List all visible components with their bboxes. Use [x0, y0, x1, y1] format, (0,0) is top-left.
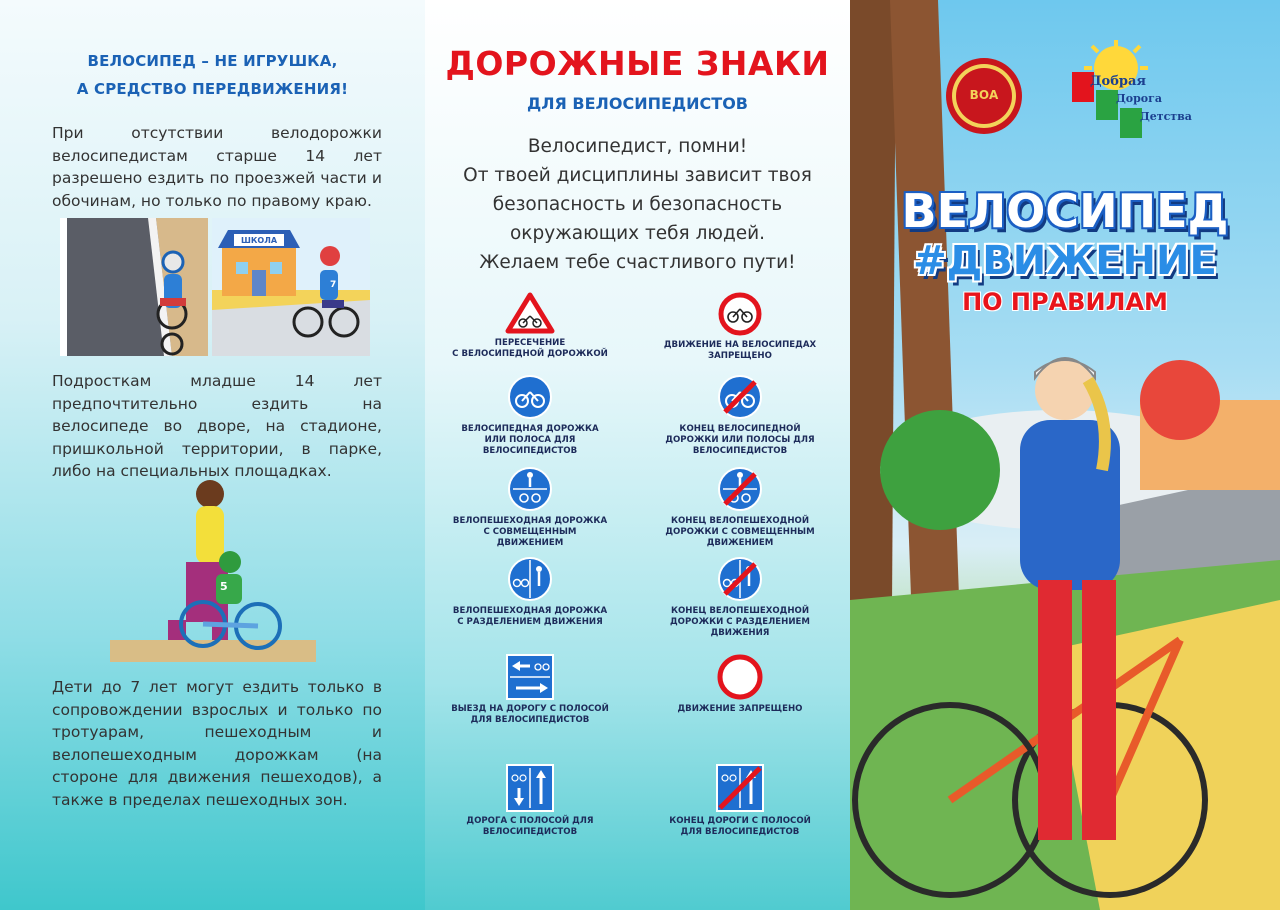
middle-panel — [425, 0, 850, 910]
sign-caption: ДВИЖЕНИЕМ — [496, 538, 564, 548]
paragraph-teens: Подросткам младше 14 лет предпочтительно ездить на велосипеде во дворе, на стадионе, пришкольной территории, в парке, либо на специальных площадках. — [52, 372, 382, 480]
sign-caption: ДОРОЖКИ С СОВМЕЩЕННЫМ — [665, 527, 815, 537]
sign-caption: С РАЗДЕЛЕНИЕМ ДВИЖЕНИЯ — [457, 617, 603, 627]
warning-triangle-bike-icon — [505, 292, 555, 334]
end-separated-path-icon — [717, 556, 763, 602]
message-line: Велосипедист, помни! — [527, 136, 748, 157]
sign-caption: ЗАПРЕЩЕНО — [708, 351, 772, 361]
sign-caption: КОНЕЦ ВЕЛОПЕШЕХОДНОЙ — [670, 606, 810, 616]
sign-caption: КОНЕЦ ВЕЛОСИПЕДНОЙ — [679, 424, 801, 434]
cover-panel — [850, 0, 1280, 910]
sign-caption: ИЛИ ПОЛОСА ДЛЯ — [484, 435, 576, 445]
message-line: Желаем тебе счастливого пути! — [479, 252, 796, 273]
sign-caption: ДОРОЖКИ ИЛИ ПОЛОСЫ ДЛЯ — [665, 435, 815, 445]
sign-road-exit-bike-lane — [435, 654, 625, 726]
sign-caption: ДЛЯ ВЕЛОСИПЕДИСТОВ — [470, 715, 590, 725]
sign-caption: ВЕЛОСИПЕДИСТОВ — [482, 446, 578, 456]
sign-caption: ДВИЖЕНИЕМ — [706, 538, 774, 548]
road-signs-subtitle: ДЛЯ ВЕЛОСИПЕДИСТОВ — [527, 94, 748, 113]
road-exit-bike-lane-icon — [506, 654, 554, 700]
sign-no-bicycles — [645, 292, 835, 362]
sign-caption: ВЕЛОСИПЕДНАЯ ДОРОЖКА — [461, 424, 599, 434]
sign-caption: ДВИЖЕНИЯ — [710, 628, 770, 638]
sign-caption: С СОВМЕЩЕННЫМ — [483, 527, 577, 537]
separated-path-icon — [507, 556, 553, 602]
sign-caption: ДЛЯ ВЕЛОСИПЕДИСТОВ — [680, 827, 800, 837]
sign-caption: ДВИЖЕНИЕ ЗАПРЕЩЕНО — [677, 704, 803, 714]
sign-caption: КОНЕЦ ДОРОГИ С ПОЛОСОЙ — [669, 816, 811, 826]
parent-child-illustration — [108, 474, 318, 664]
logo-word-doroga: Дорога — [1116, 92, 1163, 105]
sign-end-shared-path — [645, 466, 835, 549]
end-bike-lane-icon — [717, 374, 763, 420]
sign-caption: ВЫЕЗД НА ДОРОГУ С ПОЛОСОЙ — [451, 704, 609, 714]
cover-title-line2: #ДВИЖЕНИЕ — [913, 238, 1217, 284]
bike-lane-icon — [507, 374, 553, 420]
message-line: От твоей дисциплины зависит твоя — [463, 165, 812, 186]
sign-caption: С ВЕЛОСИПЕДНОЙ ДОРОЖКОЙ — [452, 349, 608, 359]
sign-end-road-with-bike-lane — [645, 764, 835, 838]
cyclist-message — [447, 132, 828, 277]
logo-word-detstva: Детства — [1140, 110, 1192, 123]
sign-caption: ВЕЛОПЕШЕХОДНАЯ ДОРОЖКА — [452, 516, 608, 526]
sign-caption: ДОРОГА С ПОЛОСОЙ ДЛЯ — [466, 816, 594, 826]
sign-caption: КОНЕЦ ВЕЛОПЕШЕХОДНОЙ — [670, 516, 810, 526]
cover-title-line1: ВЕЛОСИПЕД — [901, 184, 1229, 238]
paragraph-adults: При отсутствии велодорожки велосипедистам старше 14 лет разрешено ездить по проезжей части и обочинам, но только по правому краю. — [52, 124, 382, 210]
road-with-bike-lane-icon — [506, 764, 554, 812]
road-cyclist-illustration — [60, 218, 208, 356]
sign-caption: ВЕЛОПЕШЕХОДНАЯ ДОРОЖКА — [452, 606, 608, 616]
sign-road-with-bike-lane — [435, 764, 625, 838]
sign-bike-lane — [435, 374, 625, 457]
jersey-number-7: 7 — [330, 280, 337, 290]
left-heading-line1: ВЕЛОСИПЕД – НЕ ИГРУШКА, — [87, 52, 338, 70]
sign-caption: ВЕЛОСИПЕДИСТОВ — [692, 446, 788, 456]
voa-logo-text: ВОА — [969, 88, 999, 102]
sign-end-bike-lane — [645, 374, 835, 457]
left-heading-line2: А СРЕДСТВО ПЕРЕДВИЖЕНИЯ! — [76, 80, 349, 98]
message-line: безопасность и безопасность — [492, 194, 783, 215]
message-line: окружающих тебя людей. — [509, 223, 766, 244]
sign-caption: ВЕЛОСИПЕДИСТОВ — [482, 827, 578, 837]
sign-caption: ДВИЖЕНИЕ НА ВЕЛОСИПЕДАХ — [663, 340, 817, 350]
no-vehicles-icon — [717, 654, 763, 700]
logo-word-dobraya: Добрая — [1090, 74, 1147, 89]
sign-end-separated-path — [645, 556, 835, 639]
end-shared-path-icon — [717, 466, 763, 512]
sign-shared-path — [435, 466, 625, 549]
sign-no-vehicles — [645, 654, 835, 715]
jersey-number-5: 5 — [220, 580, 228, 593]
cover-title-line3: ПО ПРАВИЛАМ — [962, 288, 1168, 316]
sign-caption: ПЕРЕСЕЧЕНИЕ — [494, 338, 566, 348]
school-sign-text: ШКОЛА — [240, 236, 278, 245]
paragraph-kids: Дети до 7 лет могут ездить только в сопровождении взрослых и только по тротуарам, пешеходным и велопешеходным дорожкам (на стороне для движения пешеходов), а также в пределах пешеходных зон. — [52, 678, 382, 809]
left-panel — [0, 0, 425, 910]
sign-caption: ДОРОЖКИ С РАЗДЕЛЕНИЕМ — [670, 617, 810, 627]
sign-separated-path — [435, 556, 625, 628]
sign-bike-crossing — [435, 292, 625, 360]
road-signs-title: ДОРОЖНЫЕ ЗНАКИ — [445, 44, 830, 83]
shared-path-icon — [507, 466, 553, 512]
end-road-with-bike-lane-icon — [716, 764, 764, 812]
no-bicycles-icon — [718, 292, 762, 336]
